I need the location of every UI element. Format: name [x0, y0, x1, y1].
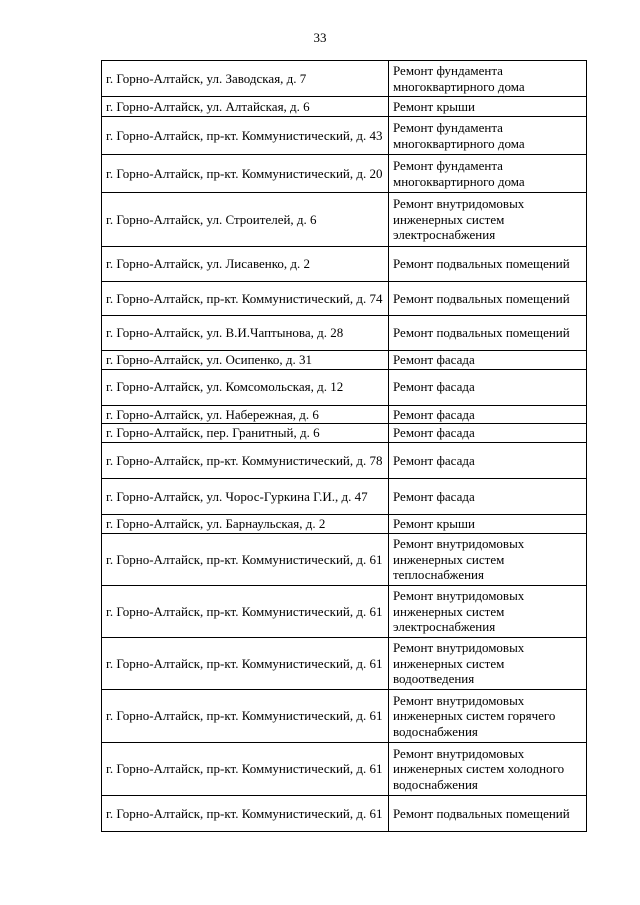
address-cell: г. Горно-Алтайск, ул. Заводская, д. 7 [102, 61, 389, 97]
repair-work-cell: Ремонт фундамента многоквартирного дома [389, 61, 587, 97]
repair-work-cell: Ремонт внутридомовых инженерных систем горячего водоснабжения [389, 690, 587, 743]
repair-work-cell: Ремонт фундамента многоквартирного дома [389, 155, 587, 193]
table-row [102, 638, 587, 690]
table-row [102, 117, 587, 155]
table-row [102, 443, 587, 479]
address-cell: г. Горно-Алтайск, ул. Комсомольская, д. 12 [102, 369, 389, 405]
table-row [102, 534, 587, 586]
table-row [102, 586, 587, 638]
table-row [102, 97, 587, 117]
address-cell: г. Горно-Алтайск, пр-кт. Коммунистический, д. 61 [102, 586, 389, 638]
table-row [102, 193, 587, 247]
table-row [102, 369, 587, 405]
address-cell: г. Горно-Алтайск, ул. Чорос-Гуркина Г.И., д. 47 [102, 479, 389, 515]
table-row [102, 316, 587, 351]
address-cell: г. Горно-Алтайск, ул. Осипенко, д. 31 [102, 351, 389, 370]
table-row [102, 796, 587, 832]
repair-work-cell: Ремонт крыши [389, 515, 587, 534]
repair-work-cell: Ремонт фасада [389, 369, 587, 405]
table-row [102, 282, 587, 316]
address-cell: г. Горно-Алтайск, ул. Барнаульская, д. 2 [102, 515, 389, 534]
repair-work-cell: Ремонт внутридомовых инженерных систем холодного водоснабжения [389, 743, 587, 796]
repair-work-cell: Ремонт подвальных помещений [389, 282, 587, 316]
address-cell: г. Горно-Алтайск, пр-кт. Коммунистический, д. 20 [102, 155, 389, 193]
repair-work-cell: Ремонт внутридомовых инженерных систем электроснабжения [389, 193, 587, 247]
repair-work-cell: Ремонт подвальных помещений [389, 796, 587, 832]
repair-table [101, 60, 587, 832]
table-row [102, 61, 587, 97]
address-cell: г. Горно-Алтайск, пр-кт. Коммунистический, д. 61 [102, 743, 389, 796]
table-row [102, 424, 587, 443]
repair-work-cell: Ремонт внутридомовых инженерных систем водоотведения [389, 638, 587, 690]
repair-work-cell: Ремонт внутридомовых инженерных систем теплоснабжения [389, 534, 587, 586]
address-cell: г. Горно-Алтайск, пр-кт. Коммунистический, д. 74 [102, 282, 389, 316]
address-cell: г. Горно-Алтайск, пр-кт. Коммунистический, д. 43 [102, 117, 389, 155]
address-cell: г. Горно-Алтайск, пр-кт. Коммунистический, д. 61 [102, 638, 389, 690]
repair-work-cell: Ремонт фундамента многоквартирного дома [389, 117, 587, 155]
repair-work-cell: Ремонт фасада [389, 443, 587, 479]
address-cell: г. Горно-Алтайск, ул. Строителей, д. 6 [102, 193, 389, 247]
address-cell: г. Горно-Алтайск, ул. Набережная, д. 6 [102, 405, 389, 424]
table-row [102, 351, 587, 370]
table-row [102, 247, 587, 282]
repair-work-cell: Ремонт подвальных помещений [389, 316, 587, 351]
address-cell: г. Горно-Алтайск, ул. В.И.Чаптынова, д. 28 [102, 316, 389, 351]
address-cell: г. Горно-Алтайск, пр-кт. Коммунистический, д. 78 [102, 443, 389, 479]
table-row [102, 479, 587, 515]
address-cell: г. Горно-Алтайск, пр-кт. Коммунистический, д. 61 [102, 534, 389, 586]
address-cell: г. Горно-Алтайск, ул. Алтайская, д. 6 [102, 97, 389, 117]
repair-work-cell: Ремонт подвальных помещений [389, 247, 587, 282]
address-cell: г. Горно-Алтайск, ул. Лисавенко, д. 2 [102, 247, 389, 282]
table-row [102, 743, 587, 796]
table-row [102, 405, 587, 424]
address-cell: г. Горно-Алтайск, пр-кт. Коммунистический, д. 61 [102, 690, 389, 743]
table-row [102, 155, 587, 193]
address-cell: г. Горно-Алтайск, пр-кт. Коммунистический, д. 61 [102, 796, 389, 832]
page-number: 33 [313, 30, 327, 45]
repair-work-cell: Ремонт фасада [389, 424, 587, 443]
repair-work-cell: Ремонт внутридомовых инженерных систем электроснабжения [389, 586, 587, 638]
repair-work-cell: Ремонт фасада [389, 351, 587, 370]
table-row [102, 690, 587, 743]
repair-table-body [102, 61, 587, 832]
address-cell: г. Горно-Алтайск, пер. Гранитный, д. 6 [102, 424, 389, 443]
repair-work-cell: Ремонт фасада [389, 479, 587, 515]
table-row [102, 515, 587, 534]
repair-work-cell: Ремонт крыши [389, 97, 587, 117]
repair-work-cell: Ремонт фасада [389, 405, 587, 424]
